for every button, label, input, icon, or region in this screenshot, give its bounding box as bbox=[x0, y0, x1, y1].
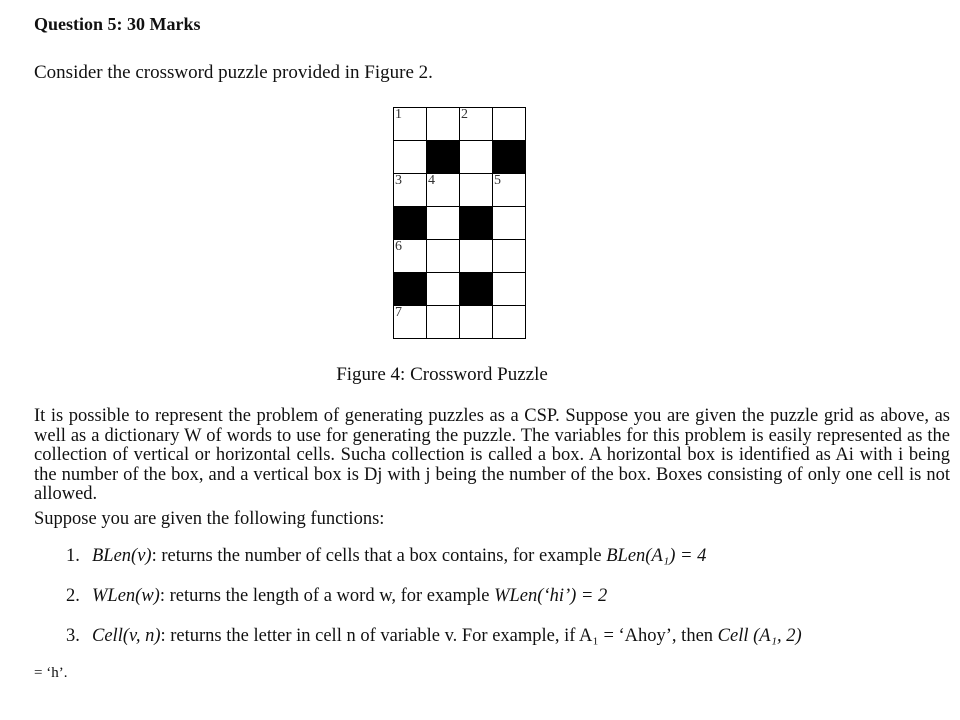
white-cell bbox=[394, 174, 427, 207]
black-cell bbox=[460, 207, 493, 240]
white-cell bbox=[427, 306, 460, 339]
question-heading: Question 5: 30 Marks bbox=[34, 14, 201, 34]
white-cell bbox=[394, 108, 427, 141]
function-name: WLen(w) bbox=[92, 586, 160, 606]
function-desc: : returns the letter in cell n of variable v. For example, if A₁ = ‘Ahoy’, then bbox=[160, 626, 718, 646]
intro-text: Consider the crossword puzzle provided in Figure 2. bbox=[34, 62, 433, 83]
problem-paragraph: It is possible to represent the problem of generating puzzles as a CSP. Suppose you are given the puzzle grid as above, as well as a dictionary W of words to use for generating the puzzle. The variables for this problem is easily represented as the collection of vertical or horizontal cells. Sucha collection is called a box. A horizontal box is identified as Ai with i being the number of the box, and a vertical box is Dj with j being the number of the box. Boxes consisting of only one cell is not allowed. bbox=[34, 406, 950, 504]
white-cell bbox=[493, 273, 526, 306]
functions-intro: Suppose you are given the following functions: bbox=[34, 509, 385, 529]
cell-number: 4 bbox=[428, 173, 435, 188]
white-cell bbox=[394, 240, 427, 273]
crossword-grid bbox=[393, 107, 526, 339]
white-cell bbox=[394, 306, 427, 339]
black-cell bbox=[427, 141, 460, 174]
cell-number: 5 bbox=[494, 173, 501, 188]
white-cell bbox=[460, 108, 493, 141]
cell-number: 3 bbox=[395, 173, 402, 188]
function-desc: : returns the length of a word w, for example bbox=[159, 586, 495, 606]
white-cell bbox=[493, 174, 526, 207]
white-cell bbox=[460, 141, 493, 174]
white-cell bbox=[493, 108, 526, 141]
item-number: 2. bbox=[66, 586, 80, 606]
black-cell bbox=[394, 207, 427, 240]
white-cell bbox=[427, 207, 460, 240]
cell-number: 6 bbox=[395, 239, 402, 254]
function-example: Cell (A₁, 2) bbox=[717, 626, 802, 646]
white-cell bbox=[493, 240, 526, 273]
item-number: 1. bbox=[66, 546, 80, 566]
function-desc: : returns the number of cells that a box contains, for example bbox=[151, 546, 607, 566]
function-item-1 bbox=[66, 546, 706, 567]
function-name: BLen(v) bbox=[92, 546, 152, 566]
item-number: 3. bbox=[66, 626, 80, 646]
function-example: BLen(A₁) = 4 bbox=[606, 546, 707, 566]
black-cell bbox=[493, 141, 526, 174]
white-cell bbox=[460, 174, 493, 207]
white-cell bbox=[427, 174, 460, 207]
cell-number: 2 bbox=[461, 107, 468, 122]
black-cell bbox=[460, 273, 493, 306]
function-item-3 bbox=[66, 626, 802, 647]
white-cell bbox=[460, 240, 493, 273]
white-cell bbox=[394, 141, 427, 174]
function-example: WLen(‘hi’) = 2 bbox=[494, 586, 608, 606]
white-cell bbox=[427, 240, 460, 273]
cell-number: 7 bbox=[395, 305, 402, 320]
white-cell bbox=[460, 306, 493, 339]
white-cell bbox=[427, 273, 460, 306]
figure-caption: Figure 4: Crossword Puzzle bbox=[336, 364, 548, 385]
trailing-text: = ‘h’. bbox=[34, 665, 68, 681]
white-cell bbox=[493, 207, 526, 240]
black-cell bbox=[394, 273, 427, 306]
function-name: Cell(v, n) bbox=[92, 626, 161, 646]
function-item-2 bbox=[66, 586, 607, 607]
white-cell bbox=[427, 108, 460, 141]
cell-number: 1 bbox=[395, 107, 402, 122]
white-cell bbox=[493, 306, 526, 339]
